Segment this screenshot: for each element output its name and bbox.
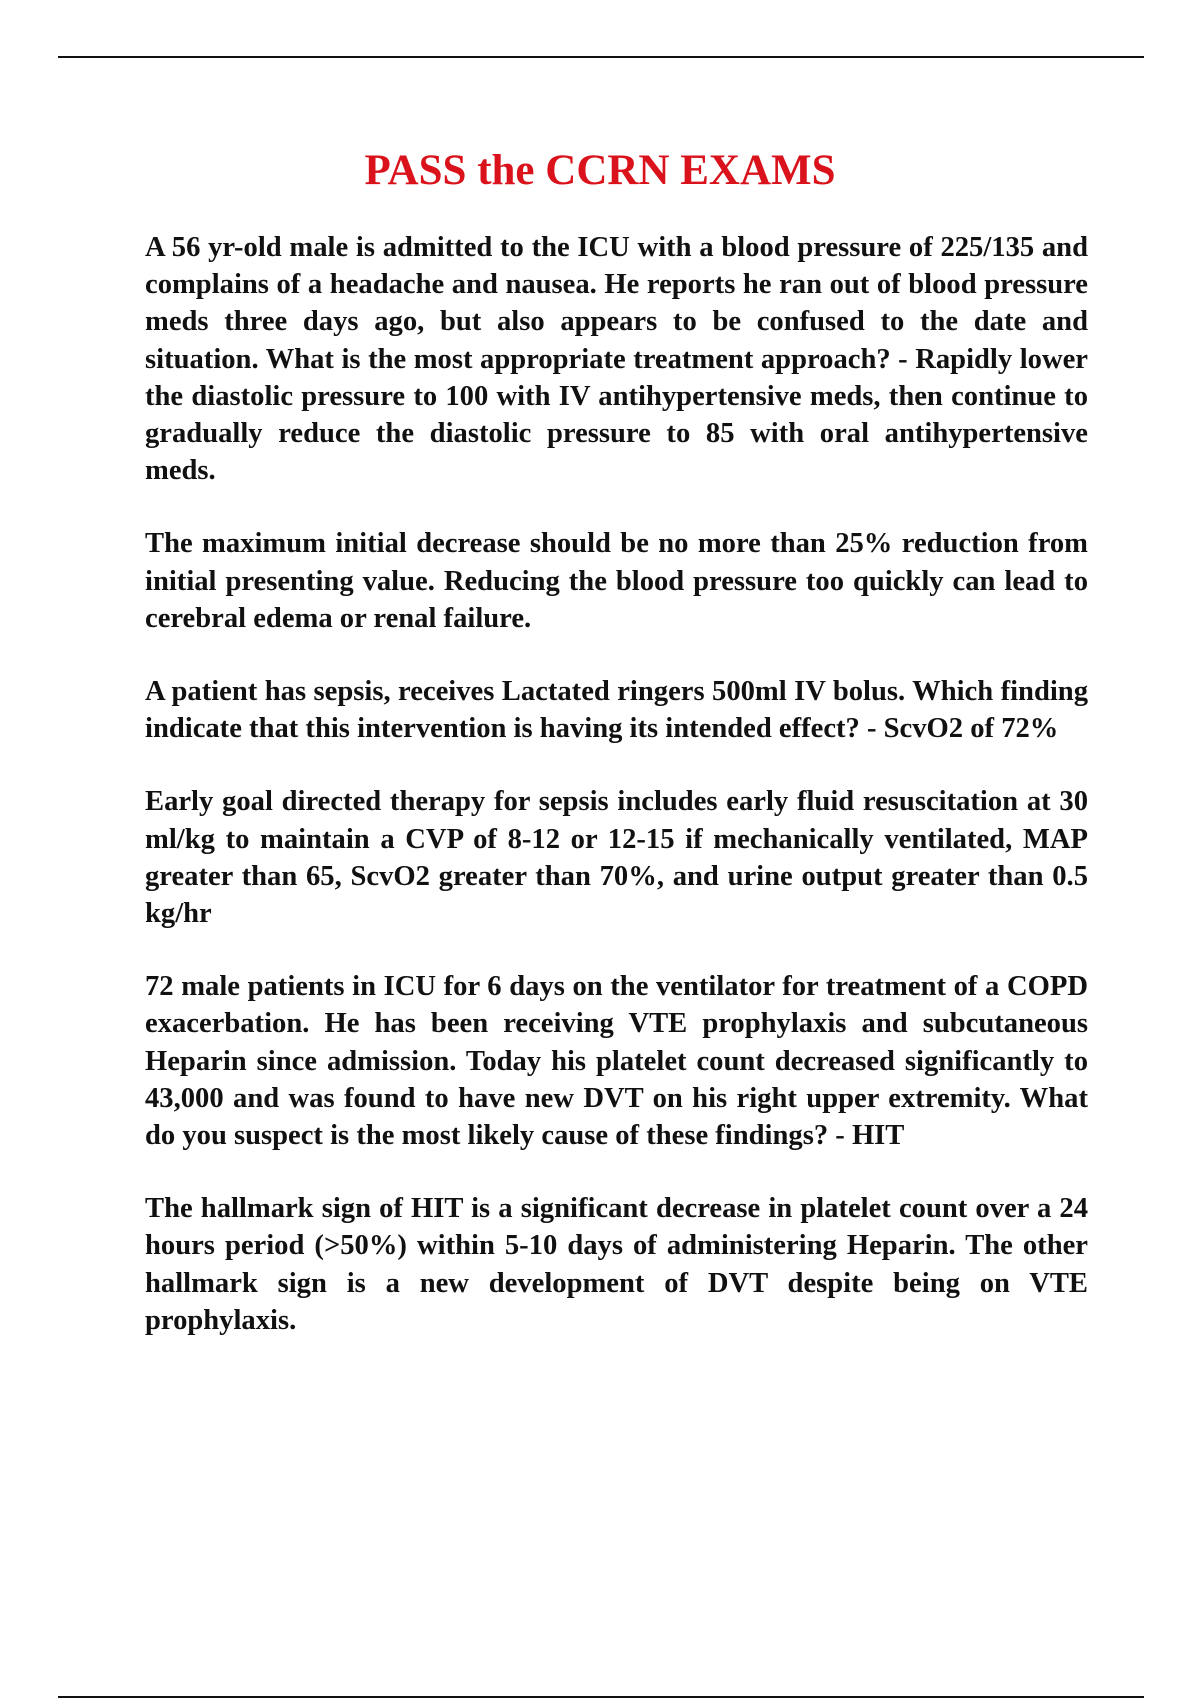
paragraph-sepsis-rationale: Early goal directed therapy for sepsis includes early fluid resuscitation at 30 ml/kg to maintain a CVP of 8-12 or 12-15 if mechanically ventilated, MAP greater than 65, ScvO2 greater than 70%, and urine output greater than 0.5 kg/hr (145, 786, 1088, 930)
paragraph-sepsis-question: A patient has sepsis, receives Lactated ringers 500ml IV bolus. Which finding indicate that this intervention is having its intended effect? - ScvO2 of 72% (145, 676, 1088, 745)
paragraph-hit-question: 72 male patients in ICU for 6 days on the ventilator for treatment of a COPD exacerbation. He has been receiving VTE prophylaxis and subcutaneous Heparin since admission. Today his platelet count decreased significantly to 43,000 and was found to have new DVT on his right upper extremity. What do you suspect is the most likely cause of these findings? - HIT (145, 971, 1088, 1152)
paragraph-hypertensive-crisis-question: A 56 yr-old male is admitted to the ICU with a blood pressure of 225/135 and complains of a headache and nausea. He reports he ran out of blood pressure meds three days ago, but also appears to be confused to the date and situation. What is the most appropriate treatment approach? - Rapidly lower the diastolic pressure to 100 with IV antihypertensive meds, then continue to gradually reduce the diastolic pressure to 85 with oral antihypertensive meds. (145, 232, 1088, 487)
page-title: PASS the CCRN EXAMS (364, 147, 836, 194)
header-rule (58, 56, 1144, 58)
paragraph-bp-reduction-rationale: The maximum initial decrease should be no more than 25% reduction from initial presenting value. Reducing the blood pressure too quickly can lead to cerebral edema or renal failure. (145, 528, 1088, 634)
footer-rule (58, 1696, 1144, 1698)
document-body (145, 229, 1088, 1375)
paragraph-hit-rationale: The hallmark sign of HIT is a significant decrease in platelet count over a 24 hours period (>50%) within 5-10 days of administering Heparin. The other hallmark sign is a new development of DVT despite being on VTE prophylaxis. (145, 1193, 1088, 1336)
